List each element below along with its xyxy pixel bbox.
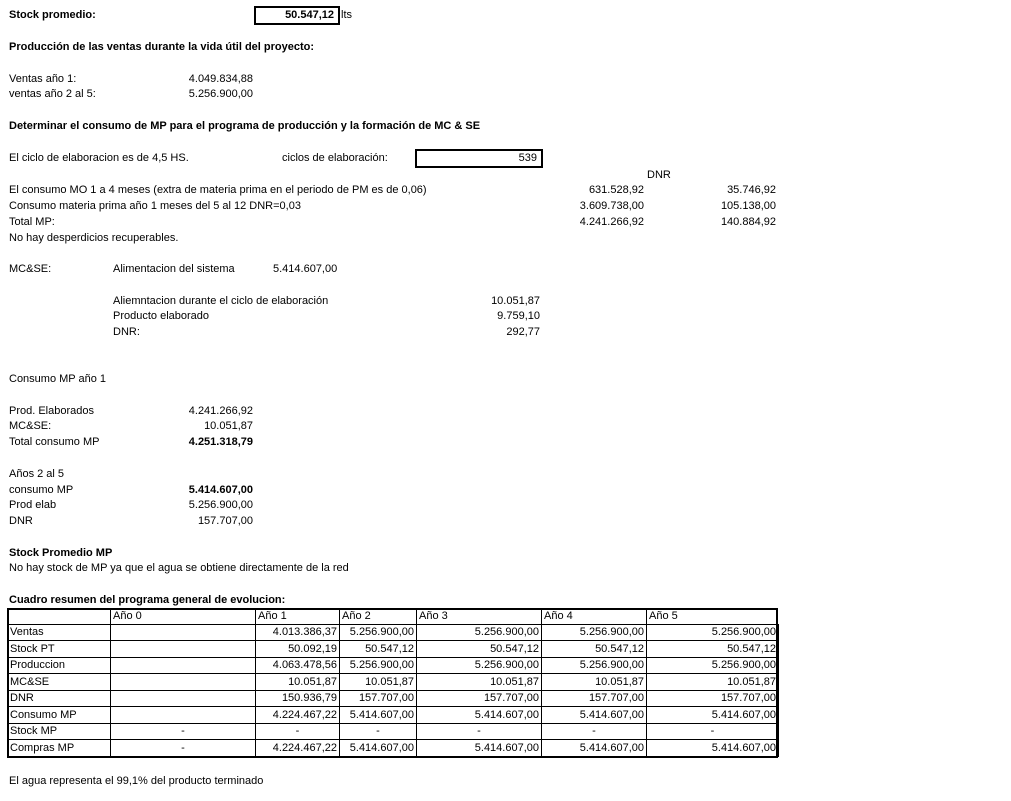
footer-note: El agua representa el 99,1% del producto terminado <box>9 775 264 787</box>
ciclo-row-value: 10.051,87 <box>491 295 540 307</box>
mp-row-value: 631.528,92 <box>588 184 644 196</box>
table-cell[interactable]: 5.414.607,00 <box>340 740 417 757</box>
dnr-header: DNR <box>647 169 671 181</box>
anos-row-value: 5.414.607,00 <box>188 484 253 496</box>
total-consumo-value: 4.251.318,79 <box>188 436 253 448</box>
table-header-cell: Año 1 <box>256 608 340 624</box>
table-row <box>8 624 779 641</box>
table-cell[interactable]: 50.547,12 <box>542 641 647 658</box>
table-cell[interactable]: 5.414.607,00 <box>542 707 647 724</box>
table-cell[interactable]: - <box>111 723 256 740</box>
table-cell[interactable]: 5.256.900,00 <box>417 657 542 674</box>
table-cell[interactable]: 5.414.607,00 <box>340 707 417 724</box>
table-header-cell: Año 3 <box>417 608 542 624</box>
table-cell[interactable]: 10.051,87 <box>256 674 340 691</box>
table-cell[interactable]: 150.936,79 <box>256 690 340 707</box>
table-cell[interactable] <box>111 674 256 691</box>
ciclo-row-label: Aliemntacion durante el ciclo de elaboración <box>113 295 329 307</box>
table-cell[interactable]: 10.051,87 <box>542 674 647 691</box>
table-cell[interactable] <box>111 624 256 641</box>
cuadro-title: Cuadro resumen del programa general de evolucion: <box>9 594 286 606</box>
table-row-label[interactable]: MC&SE <box>8 674 111 691</box>
ciclo-row-label: Producto elaborado <box>113 310 210 322</box>
table-row-label[interactable]: Stock PT <box>8 641 111 658</box>
ciclo-text: El ciclo de elaboracion es de 4,5 HS. <box>9 152 189 164</box>
table-cell[interactable]: 50.547,12 <box>340 641 417 658</box>
table-row <box>8 641 779 658</box>
ciclos-cell[interactable]: 539 <box>415 149 543 168</box>
mp-row-value: 3.609.738,00 <box>579 200 644 212</box>
ventas-ano1-value: 4.049.834,88 <box>188 73 253 85</box>
mp-row-value: 4.241.266,92 <box>579 216 644 228</box>
table-cell[interactable]: 5.256.900,00 <box>340 624 417 641</box>
table-row <box>8 690 779 707</box>
produccion-title: Producción de las ventas durante la vida útil del proyecto: <box>9 41 315 53</box>
table-cell[interactable]: 50.092,19 <box>256 641 340 658</box>
table-row <box>8 707 779 724</box>
mp-row-dnr: 35.746,92 <box>727 184 776 196</box>
mp-row-label: Total MP: <box>9 216 55 228</box>
table-cell[interactable]: 157.707,00 <box>340 690 417 707</box>
mp-row-label: El consumo MO 1 a 4 meses (extra de materia prima en el periodo de PM es de 0,06) <box>9 184 427 196</box>
table-row <box>8 740 779 757</box>
table-row-label[interactable]: Produccion <box>8 657 111 674</box>
table-cell[interactable]: 157.707,00 <box>417 690 542 707</box>
table-row-label[interactable]: Stock MP <box>8 723 111 740</box>
table-cell[interactable]: 5.414.607,00 <box>542 740 647 757</box>
consumo-row-label: Prod. Elaborados <box>9 405 94 417</box>
table-row-label[interactable]: DNR <box>8 690 111 707</box>
anos-row-value: 5.256.900,00 <box>188 499 253 511</box>
table-cell[interactable]: 4.013.386,37 <box>256 624 340 641</box>
ventas-ano2-5-value: 5.256.900,00 <box>188 88 253 100</box>
alimentacion-label: Alimentacion del sistema <box>113 263 235 275</box>
consumo-row-value: 4.241.266,92 <box>188 405 253 417</box>
table-row-label[interactable]: Consumo MP <box>8 707 111 724</box>
table-cell[interactable] <box>111 690 256 707</box>
mp-row-dnr: 140.884,92 <box>720 216 776 228</box>
anos-row-label: Prod elab <box>9 499 57 511</box>
ciclo-row-value: 292,77 <box>506 326 540 338</box>
table-cell[interactable]: 5.414.607,00 <box>417 707 542 724</box>
table-row <box>8 657 779 674</box>
table-cell[interactable]: 5.256.900,00 <box>647 624 779 641</box>
table-cell[interactable]: 4.224.467,22 <box>256 740 340 757</box>
table-cell[interactable]: 50.547,12 <box>647 641 779 658</box>
stock-promedio-cell[interactable]: 50.547,12 <box>254 6 340 25</box>
ciclo-row-value: 9.759,10 <box>497 310 540 322</box>
table-row <box>8 723 779 740</box>
stock-mp-text: No hay stock de MP ya que el agua se obtiene directamente de la red <box>9 562 349 574</box>
table-cell[interactable]: 157.707,00 <box>542 690 647 707</box>
table-cell[interactable]: 5.256.900,00 <box>542 657 647 674</box>
anos-2-5-title: Años 2 al 5 <box>9 468 65 480</box>
table-header-blank <box>8 608 111 624</box>
consumo-ano1-title: Consumo MP año 1 <box>9 373 107 385</box>
table-header-cell: Año 5 <box>647 608 779 624</box>
stock-promedio-label: Stock promedio: <box>9 9 96 21</box>
anos-row-label: consumo MP <box>9 484 74 496</box>
ciclo-row-label: DNR: <box>113 326 140 338</box>
table-header-cell: Año 0 <box>111 608 256 624</box>
table-cell[interactable]: - <box>647 723 779 740</box>
table-cell[interactable]: 5.256.900,00 <box>647 657 779 674</box>
consumo-row-label: MC&SE: <box>9 420 52 432</box>
alimentacion-value: 5.414.607,00 <box>273 263 338 275</box>
table-cell[interactable]: 5.414.607,00 <box>647 707 779 724</box>
ventas-ano1-label: Ventas año 1: <box>9 73 77 85</box>
table-cell[interactable]: - <box>542 723 647 740</box>
consumo-row-value: 10.051,87 <box>204 420 253 432</box>
consumo-row-label: Total consumo MP <box>9 436 100 448</box>
table-row <box>8 674 779 691</box>
table-header-cell: Año 2 <box>340 608 417 624</box>
table-cell[interactable]: 50.547,12 <box>417 641 542 658</box>
ciclos-label: ciclos de elaboración: <box>282 152 388 164</box>
table-cell[interactable]: 5.256.900,00 <box>340 657 417 674</box>
mcse-label: MC&SE: <box>9 263 52 275</box>
stock-promedio-unit: lts <box>341 9 352 21</box>
table-cell[interactable]: 5.256.900,00 <box>417 624 542 641</box>
anos-row-label: DNR <box>9 515 33 527</box>
ventas-ano2-5-label: ventas año 2 al 5: <box>9 88 96 100</box>
table-header-cell: Año 4 <box>542 608 647 624</box>
table-cell[interactable] <box>111 707 256 724</box>
consumo-title: Determinar el consumo de MP para el programa de producción y la formación de MC & SE <box>9 120 481 132</box>
table-cell[interactable]: 5.256.900,00 <box>542 624 647 641</box>
summary-table <box>7 608 779 757</box>
table-cell[interactable]: - <box>111 740 256 757</box>
table-cell[interactable]: - <box>256 723 340 740</box>
table-cell[interactable]: 10.051,87 <box>340 674 417 691</box>
table-cell[interactable]: 5.414.607,00 <box>417 740 542 757</box>
table-cell[interactable]: - <box>417 723 542 740</box>
desperdicios-note: No hay desperdicios recuperables. <box>9 232 179 244</box>
table-cell[interactable]: - <box>340 723 417 740</box>
table-cell[interactable]: 5.414.607,00 <box>647 740 779 757</box>
table-cell[interactable]: 4.224.467,22 <box>256 707 340 724</box>
table-row-label[interactable]: Compras MP <box>8 740 111 757</box>
table-cell[interactable]: 10.051,87 <box>417 674 542 691</box>
anos-row-value: 157.707,00 <box>197 515 253 527</box>
table-cell[interactable]: 157.707,00 <box>647 690 779 707</box>
table-cell[interactable] <box>111 657 256 674</box>
table-row-label[interactable]: Ventas <box>8 624 111 641</box>
table-cell[interactable]: 10.051,87 <box>647 674 779 691</box>
stock-mp-title: Stock Promedio MP <box>9 547 113 559</box>
mp-row-label: Consumo materia prima año 1 meses del 5 al 12 DNR=0,03 <box>9 200 301 212</box>
table-cell[interactable] <box>111 641 256 658</box>
table-cell[interactable]: 4.063.478,56 <box>256 657 340 674</box>
mp-row-dnr: 105.138,00 <box>720 200 776 212</box>
